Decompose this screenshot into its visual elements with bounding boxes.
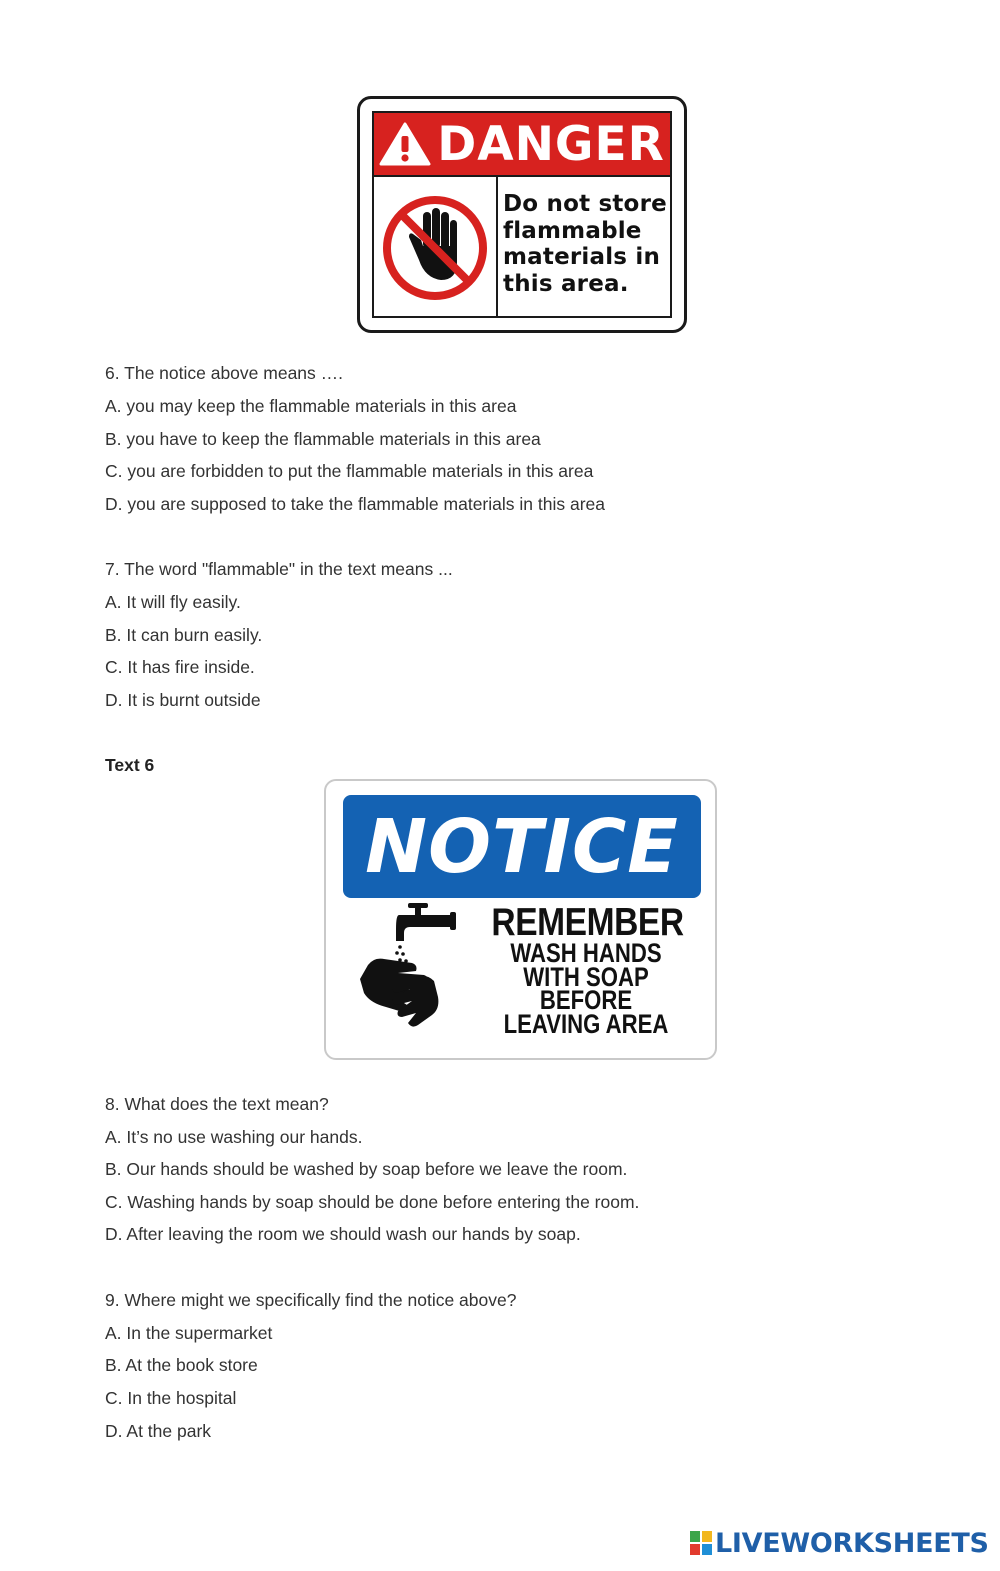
q8-option-a: A. It’s no use washing our hands. <box>105 1127 363 1147</box>
danger-message: Do not store flammable materials in this area. <box>503 191 667 297</box>
q9-option-a: A. In the supermarket <box>105 1323 273 1343</box>
q8-option-c: C. Washing hands by soap should be done before entering the room. <box>105 1192 640 1212</box>
question-8: 8. What does the text mean? <box>105 1094 329 1114</box>
no-hand-icon <box>379 192 491 304</box>
q6-option-b: B. you have to keep the flammable materials in this area <box>105 429 541 449</box>
q7-option-b: B. It can burn easily. <box>105 625 263 645</box>
q9-option-d: D. At the park <box>105 1421 212 1441</box>
q8-option-b: B. Our hands should be washed by soap before we leave the room. <box>105 1159 628 1179</box>
q9-option-c: C. In the hospital <box>105 1388 237 1408</box>
faucet-hands-icon <box>354 901 459 1031</box>
q8-option-d: D. After leaving the room we should wash our hands by soap. <box>105 1224 581 1244</box>
liveworksheets-logo[interactable] <box>690 1526 989 1560</box>
q7-option-d: D. It is burnt outside <box>105 690 261 710</box>
warning-icon <box>379 121 431 167</box>
question-7: 7. The word "flammable" in the text means ... <box>105 559 453 579</box>
q9-option-b: B. At the book store <box>105 1355 258 1375</box>
section-title: Text 6 <box>105 755 155 775</box>
danger-divider <box>496 177 498 316</box>
danger-sign <box>357 96 687 333</box>
notice-header <box>343 795 701 898</box>
q6-option-a: A. you may keep the flammable materials in this area <box>105 396 517 416</box>
q6-option-d: D. you are supposed to take the flammable materials in this area <box>105 494 605 514</box>
q7-option-a: A. It will fly easily. <box>105 592 241 612</box>
danger-header <box>374 113 670 175</box>
notice-message: WASH HANDS WITH SOAP BEFORE LEAVING AREA <box>503 938 669 1039</box>
notice-title: NOTICE <box>365 803 679 890</box>
notice-sign <box>324 779 717 1060</box>
q6-option-c: C. you are forbidden to put the flammable materials in this area <box>105 461 594 481</box>
logo-text: LIVEWORKSHEETS <box>715 1527 989 1559</box>
logo-blocks-icon <box>690 1531 712 1555</box>
danger-title: DANGER <box>437 116 665 172</box>
question-9: 9. Where might we specifically find the notice above? <box>105 1290 517 1310</box>
question-6: 6. The notice above means …. <box>105 363 344 383</box>
notice-remember: REMEMBER <box>491 901 684 944</box>
q7-option-c: C. It has fire inside. <box>105 657 255 677</box>
